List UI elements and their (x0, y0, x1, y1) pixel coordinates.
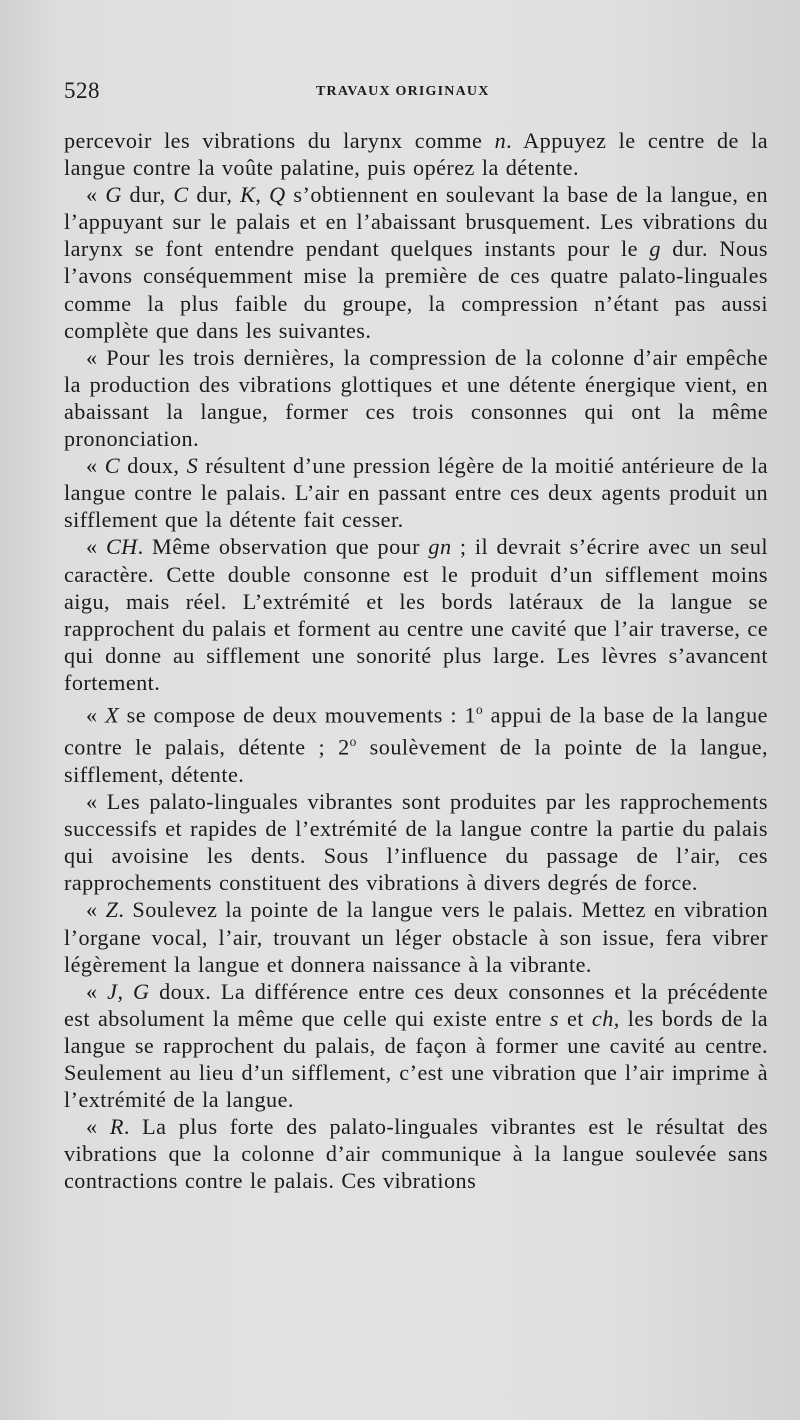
paragraph-3: « C doux, S résultent d’une pression légère de la moitié antérieure de la langue contre le palais. L’air en passant entre ces deux agents produit un sifflement que la détente fait cesser. (64, 453, 768, 533)
paragraph-0: percevoir les vibrations du larynx comme n. Appuyez le centre de la langue contre la voûte palatine, puis opérez la détente. (64, 128, 768, 181)
paragraph-7: « Z. Soulevez la pointe de la langue vers le palais. Mettez en vibration l’organe vocal, l’air, trouvant un léger obstacle à son issue, fera vibrer légèrement la langue et donnera naissance à la vibrante. (64, 897, 768, 977)
paragraph-6: « Les palato-linguales vibrantes sont produites par les rapprochements successifs et rapides de l’extrémité de la langue contre la partie du palais qui avoisine les dents. Sous l’influence du passage de l’air, ces rapprochements constituent des vibrations à divers degrés de force. (64, 789, 768, 896)
running-head: TRAVAUX ORIGINAUX (316, 84, 490, 99)
body-text (64, 127, 768, 1194)
paragraph-5: « X se compose de deux mouvements : 1$^o$ appui de la base de la langue contre le palais, détente ; 2$^o$ soulèvement de la pointe de la langue, sifflement, détente. (64, 701, 768, 787)
page-header (64, 78, 764, 108)
paragraph-1: « G dur, C dur, K, Q s’obtiennent en soulevant la base de la langue, en l’appuyant sur le palais et en l’abaissant brusquement. Les vibrations du larynx se font entendre pendant quelques instants pour le g dur. Nous l’avons conséquemment mise la première de ces quatre palato-linguales comme la plus faible du groupe, la compression n’étant pas aussi complète que dans les suivantes. (64, 182, 769, 343)
paragraph-9: « R. La plus forte des palato-linguales vibrantes est le résultat des vibrations que la colonne d’air communique à la langue soulevée sans contractions contre le palais. Ces vibrations (64, 1114, 768, 1194)
paragraph-4: « CH. Même observation que pour gn ; il devrait s’écrire avec un seul caractère. Cette double consonne est le produit d’un sifflement moins aigu, mais réel. L’extrémité et les bords latéraux de la langue se rapprochent du palais et forment au centre une cavité que l’air traverse, ce qui donne au sifflement une sonorité plus large. Les lèvres s’avancent fortement. (64, 534, 768, 695)
paragraph-2: « Pour les trois dernières, la compression de la colonne d’air empêche la production des vibrations glottiques et une détente énergique vient, en abaissant la langue, former ces trois consonnes qui ont la même prononciation. (64, 344, 768, 452)
paragraph-8: « J, G doux. La différence entre ces deux consonnes et la précédente est absolument la même que celle qui existe entre s et ch, les bords de la langue se rapprochent du palais, de façon à former une cavité au centre. Seulement au lieu d’un sifflement, c’est une vibration que l’air imprime à l’extrémité de la langue. (64, 978, 768, 1113)
page-number: 528 (64, 78, 100, 103)
